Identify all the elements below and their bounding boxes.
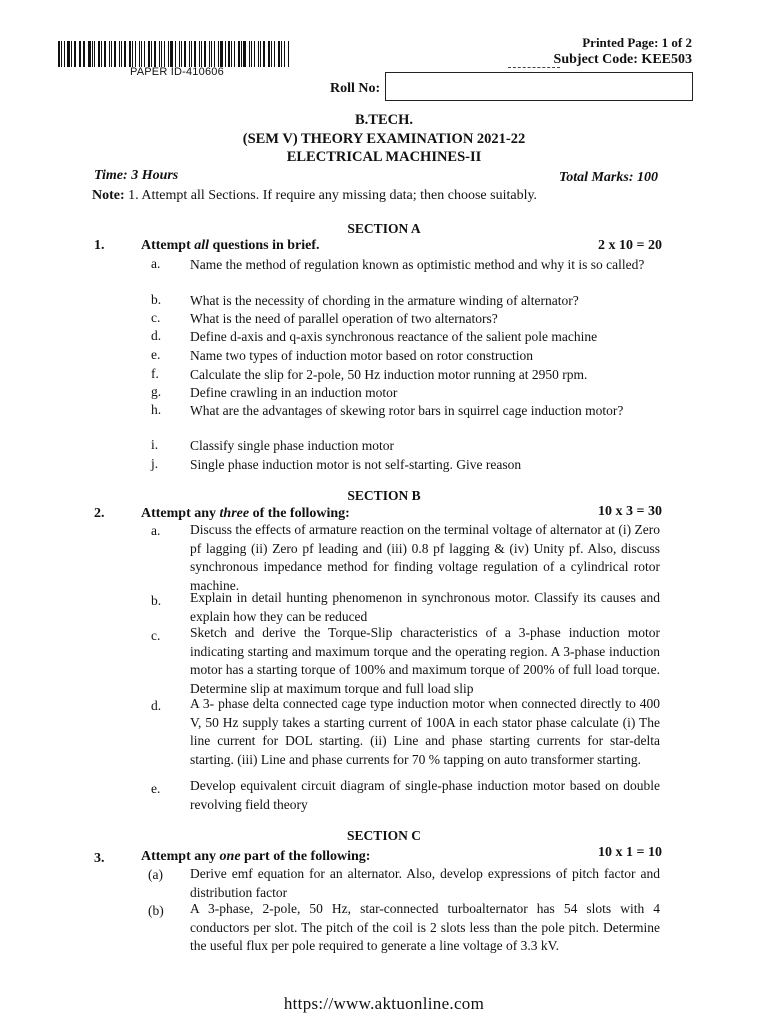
barcode-bar (184, 41, 186, 67)
barcode-bar (281, 41, 282, 67)
barcode-bar (92, 41, 93, 67)
barcode-bar (168, 41, 169, 67)
barcode-bar (159, 41, 160, 67)
barcode-bar (211, 41, 213, 67)
question-number: 3. (94, 851, 105, 866)
question-number: 2. (94, 506, 105, 521)
barcode-bar (161, 41, 162, 67)
barcode-bar (209, 41, 210, 67)
question-marks: 10 x 3 = 30 (598, 504, 662, 519)
barcode-bar (234, 41, 235, 67)
subject-code: Subject Code: KEE503 (553, 52, 692, 67)
question-item: Calculate the slip for 2-pole, 50 Hz induction motor running at 2950 rpm. (190, 367, 588, 382)
item-label: b. (151, 292, 162, 307)
question-number: 1. (94, 238, 105, 253)
barcode-bar (109, 41, 110, 67)
barcode-bar (58, 41, 60, 67)
barcode-bar (98, 41, 100, 67)
divider (508, 67, 560, 68)
barcode-bar (251, 41, 252, 67)
barcode-bar (74, 41, 76, 67)
note-label: Note: (92, 188, 125, 203)
barcode-bar (61, 41, 62, 67)
printed-page: Printed Page: 1 of 2 (582, 35, 692, 50)
note (92, 188, 537, 204)
barcode-bar (278, 41, 280, 67)
barcode-bar (111, 41, 112, 67)
barcode-bar (151, 41, 152, 67)
question-item: Name two types of induction motor based on rotor construction (190, 348, 534, 363)
barcode-bar (268, 41, 271, 67)
item-label: g. (151, 384, 162, 399)
total-marks: Total Marks: 100 (558, 170, 658, 185)
barcode-bar (170, 41, 173, 67)
barcode-bar (101, 41, 102, 67)
item-label: c. (151, 310, 161, 325)
item-label: e. (151, 347, 161, 362)
barcode-bar (88, 41, 91, 67)
barcode-bar (181, 41, 183, 67)
roll-label: Roll No: (330, 81, 381, 96)
question-item: Explain in detail hunting phenomenon in synchronous motor. Classify its causes and explain how they can be reduced (190, 590, 660, 624)
barcode-bar (144, 41, 145, 67)
barcode-bar (71, 41, 72, 67)
item-label: f. (151, 366, 159, 381)
question-item: Define crawling in an induction motor (190, 385, 398, 400)
barcode-bar (119, 41, 120, 67)
question-instruction: Attempt any three of the following: (141, 506, 350, 521)
section-c-heading: SECTION C (347, 828, 421, 843)
course-title: ELECTRICAL MACHINES-II (286, 149, 482, 165)
item-label: j. (151, 456, 159, 471)
item-label: e. (151, 781, 161, 796)
barcode-bar (104, 41, 107, 67)
barcode-bar (175, 41, 176, 67)
barcode-bar (141, 41, 142, 67)
question-item: Sketch and derive the Torque-Slip characteristics of a 3-phase induction motor indicating starting and maximum torque and the operating region. A 3-phase induction motor has a starting torque of 100% and maximum torque of 200% of full load torque. Determine slip at maximum torque and full load slip (190, 625, 660, 696)
barcode-bar (164, 41, 166, 67)
barcode-bar (238, 41, 240, 67)
question-item: What is the necessity of chording in the armature winding of alternator? (190, 293, 579, 308)
question-item: Derive emf equation for an alternator. Also, develop expressions of pitch factor and distribution factor (190, 866, 660, 900)
question-item: What is the need of parallel operation of two alternators? (190, 311, 498, 326)
question-item: Single phase induction motor is not self-starting. Give reason (190, 457, 522, 472)
barcode-bar (249, 41, 250, 67)
item-label: a. (151, 523, 161, 538)
barcode-bar (189, 41, 190, 67)
barcode-bar (271, 41, 272, 67)
barcode-bar (80, 41, 81, 67)
barcode-bar (139, 41, 141, 67)
question-item: A 3- phase delta connected cage type induction motor when connected directly to 400 V, 50 Hz supply takes a starting current of 100A in each stator phase calculate (i) The line current for DOL starting. (ii) Line and phase starting currents for star-delta starting. (iii) Line and phase currents for 70 % tapping on auto transformer starting. (190, 696, 660, 767)
barcode-bar (220, 41, 223, 67)
item-label: i. (151, 437, 159, 452)
barcode-bar (135, 41, 136, 67)
barcode-bar (231, 41, 232, 67)
barcode-bar (204, 41, 206, 67)
degree-title: B.TECH. (354, 112, 413, 128)
barcode-bar (154, 41, 156, 67)
barcode-bar (263, 41, 265, 67)
question-item: Name the method of regulation known as optimistic method and why it is so called? (190, 257, 645, 272)
barcode-bar (179, 41, 180, 67)
barcode-bar (214, 41, 215, 67)
barcode-bar (194, 41, 197, 67)
question-instruction: Attempt all questions in brief. (141, 238, 320, 253)
note-text: 1. Attempt all Sections. If require any missing data; then choose suitably. (128, 188, 538, 203)
barcode-bar (199, 41, 200, 67)
barcode-bar (83, 41, 85, 67)
barcode-bar (260, 41, 261, 67)
barcode-bar (94, 41, 95, 67)
question-instruction: Attempt any one part of the following: (141, 849, 371, 864)
item-label: d. (151, 328, 162, 343)
barcode-bar (132, 41, 133, 67)
barcode-bar (225, 41, 226, 67)
barcode-bar (243, 41, 246, 67)
barcode-bar (79, 41, 80, 67)
paper-id: PAPER ID-410606 (130, 66, 224, 78)
exam-title: (SEM V) THEORY EXAMINATION 2021-22 (242, 131, 526, 147)
barcode-bar (64, 41, 65, 67)
question-item: Classify single phase induction motor (190, 438, 394, 453)
barcode-bar (274, 41, 275, 67)
question-marks: 2 x 10 = 20 (598, 238, 662, 253)
item-label: b. (151, 593, 162, 608)
question-item: Develop equivalent circuit diagram of single-phase induction motor based on double revolving field theory (190, 778, 660, 812)
barcode-bar (67, 41, 70, 67)
section-a-heading: SECTION A (347, 221, 421, 236)
question-item: Discuss the effects of armature reaction on the terminal voltage of alternator at (i) Zero pf lagging (ii) Zero pf leading and (iii) 0.8 pf lagging & (iv) Unity pf. Also, discuss synchronous impedance method for finding voltage regulation of a cylindrical rotor machine. (190, 522, 660, 593)
footer-url[interactable]: https://www.aktuonline.com (283, 994, 485, 1013)
barcode-bar (124, 41, 127, 67)
barcode-bar (288, 41, 290, 67)
item-label: h. (151, 402, 162, 417)
barcode-bar (114, 41, 116, 67)
barcode-bar (201, 41, 202, 67)
roll-number-field[interactable] (385, 72, 693, 101)
barcode-bar (241, 41, 242, 67)
question-item: A 3-phase, 2-pole, 50 Hz, star-connected turboalternator has 54 slots with 4 conductors per slot. The pitch of the coil is 2 slots less than the pole pitch. Determine the useful flux per pole required to generate a line voltage of 3.3 kV. (190, 901, 660, 953)
barcode-bar (254, 41, 256, 67)
item-label: d. (151, 698, 162, 713)
question-marks: 10 x 1 = 10 (598, 845, 662, 860)
barcode-bar (258, 41, 259, 67)
barcode-bar (148, 41, 151, 67)
barcode-bar (129, 41, 131, 67)
barcode-bar (121, 41, 122, 67)
question-item: Define d-axis and q-axis synchronous reactance of the salient pole machine (190, 329, 598, 344)
barcode-bar (228, 41, 230, 67)
exam-time: Time: 3 Hours (94, 168, 179, 183)
barcode (58, 41, 290, 67)
barcode-bar (284, 41, 285, 67)
section-b-heading: SECTION B (347, 488, 421, 503)
item-label: c. (151, 628, 161, 643)
question-item: What are the advantages of skewing rotor bars in squirrel cage induction motor? (190, 403, 624, 418)
barcode-bar (191, 41, 192, 67)
item-label: (b) (148, 903, 164, 918)
item-label: a. (151, 256, 161, 271)
barcode-bar (218, 41, 219, 67)
item-label: (a) (148, 867, 163, 882)
